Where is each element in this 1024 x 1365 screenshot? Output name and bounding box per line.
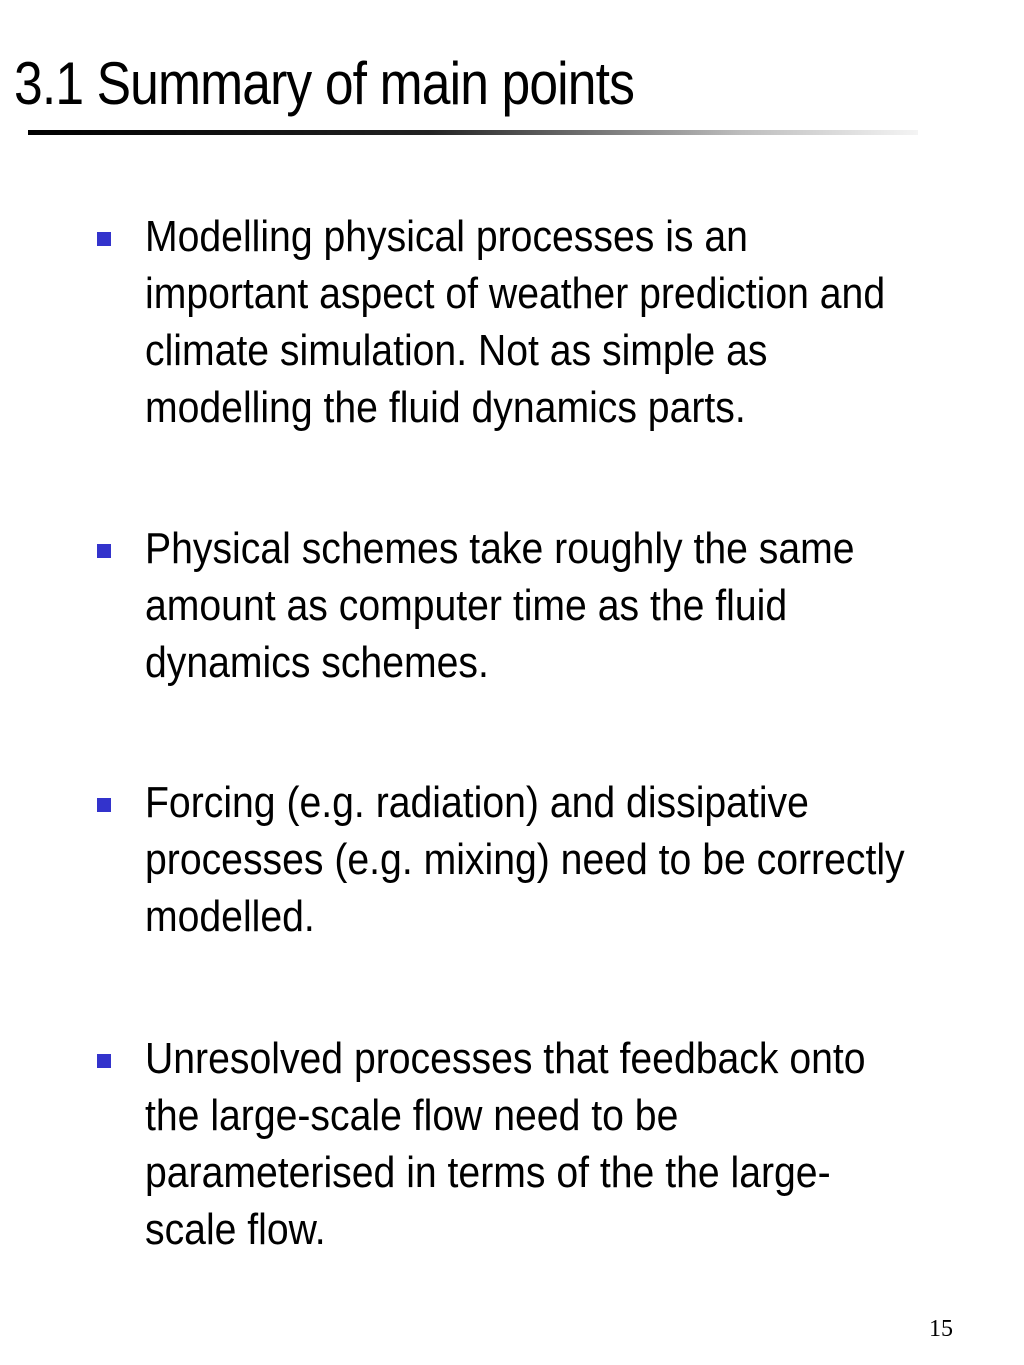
square-bullet-icon xyxy=(97,544,111,558)
page-number: 15 xyxy=(929,1316,953,1342)
title-underline xyxy=(28,130,918,135)
square-bullet-icon xyxy=(97,232,111,246)
bullet-text: Forcing (e.g. radiation) and dissipative processes (e.g. mixing) need to be correctly modelled. xyxy=(145,778,905,941)
slide-title: 3.1 Summary of main points xyxy=(14,50,635,117)
bullet-text: Unresolved processes that feedback onto the large-scale flow need to be parameterised in terms of the the large-scale flow. xyxy=(145,1034,866,1254)
bullet-text: Physical schemes take roughly the same amount as computer time as the fluid dynamics schemes. xyxy=(145,524,855,687)
square-bullet-icon xyxy=(97,798,111,812)
square-bullet-icon xyxy=(97,1054,111,1068)
bullet-text: Modelling physical processes is an important aspect of weather prediction and climate simulation. Not as simple as modelling the fluid dynamics parts. xyxy=(145,212,886,432)
